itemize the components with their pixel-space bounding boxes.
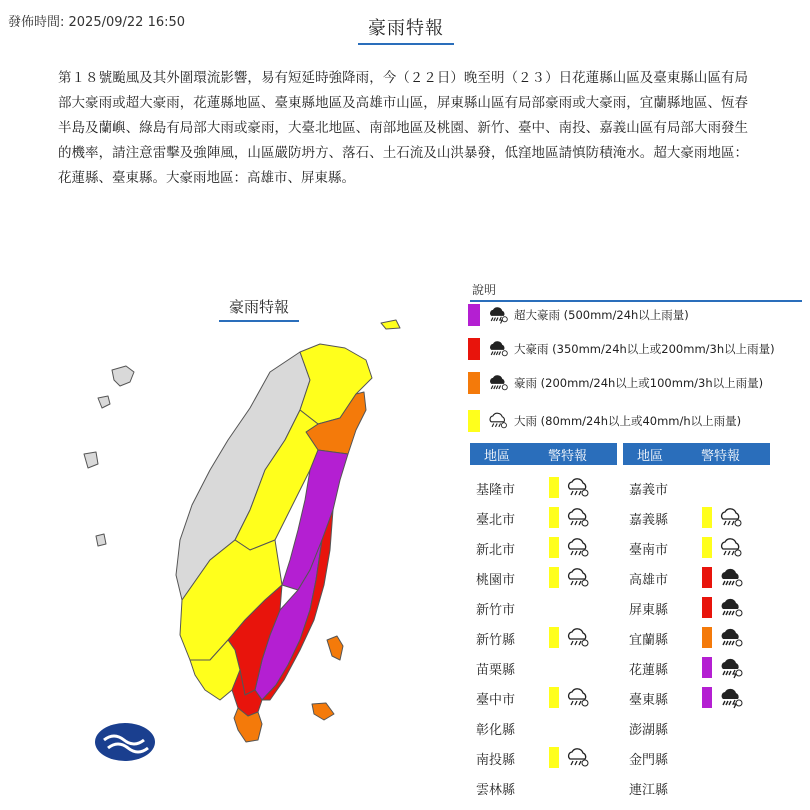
legend-label: 大雨 (80mm/24h以上或40mm/h以上雨量) — [514, 414, 742, 428]
region-name: 新北市 — [476, 543, 516, 558]
region-name: 宜蘭縣 — [629, 633, 669, 648]
legend-label: 大豪雨 (350mm/24h以上或200mm/3h以上雨量) — [514, 342, 775, 356]
table-row — [470, 594, 617, 624]
map-title: 豪雨特報 — [219, 296, 299, 322]
region-name: 嘉義市 — [629, 483, 669, 498]
orchid-island — [312, 703, 334, 720]
table-row — [623, 774, 770, 804]
green-island — [327, 636, 343, 660]
thunder-rain-cloud-icon — [486, 304, 510, 326]
region-name: 花蓮縣 — [629, 663, 669, 678]
region-name: 金門縣 — [629, 753, 669, 768]
rain-cloud-outline-icon — [565, 685, 591, 711]
warning-swatch — [549, 687, 559, 708]
cwa-logo — [94, 722, 156, 762]
legend-item — [468, 302, 689, 328]
heavy-rain-cloud-icon — [718, 625, 744, 651]
rain-cloud-outline-icon — [718, 535, 744, 561]
rain-cloud-outline-icon — [718, 505, 744, 531]
region-name: 臺南市 — [629, 543, 669, 558]
region-name: 苗栗縣 — [476, 663, 516, 678]
table-row — [470, 564, 617, 594]
table-row — [623, 684, 770, 714]
table-row — [623, 474, 770, 504]
issued-time: 發佈時間: 2025/09/22 16:50 — [8, 15, 186, 30]
table-row — [623, 594, 770, 624]
offshore-islet — [381, 320, 400, 329]
heavy-rain-cloud-icon — [718, 565, 744, 591]
region-name: 基隆市 — [476, 483, 516, 498]
region-name: 屏東縣 — [629, 603, 669, 618]
table-row — [623, 744, 770, 774]
warning-swatch — [549, 477, 559, 498]
warning-swatch — [549, 567, 559, 588]
warning-swatch — [702, 537, 712, 558]
warning-swatch — [549, 507, 559, 528]
rain-cloud-outline-icon — [565, 475, 591, 501]
legend-swatch — [468, 410, 480, 432]
penghu-island — [98, 396, 110, 408]
region-name: 嘉義縣 — [629, 513, 669, 528]
heavy-rain-cloud-icon — [718, 595, 744, 621]
table-row — [470, 654, 617, 684]
warning-swatch — [549, 747, 559, 768]
thunder-rain-cloud-icon — [718, 685, 744, 711]
header-warning: 警特報 — [701, 448, 741, 464]
region-name: 南投縣 — [476, 753, 516, 768]
header-region: 地區 — [637, 448, 664, 464]
warning-swatch — [549, 627, 559, 648]
legend-label: 豪雨 (200mm/24h以上或100mm/3h以上雨量) — [514, 376, 764, 390]
legend-label: 超大豪雨 (500mm/24h以上雨量) — [514, 308, 689, 322]
region-name: 臺東縣 — [629, 693, 669, 708]
legend-swatch — [468, 338, 480, 360]
rain-cloud-outline-icon — [565, 625, 591, 651]
warning-description: 第１８號颱風及其外圍環流影響，易有短延時強降雨，今（２２日）晚至明（２３）日花蓮縣山區及臺東縣山區有局部大豪雨或超大豪雨，花蓮縣地區、臺東縣地區及高雄市山區，屏東縣山區有局部豪雨或大豪雨，宜蘭縣地區、恆春半島及蘭嶼、綠島有局部大雨或豪雨，大臺北地區、南部地區及桃園、新竹、臺中、南投、嘉義山區有局部大雨發生的機率，請注意雷擊及強陣風，山區嚴防坍方、落石、土石流及山洪暴發，低窪地區請慎防積淹水。超大豪雨地區：花蓮縣、臺東縣。大豪雨地區：高雄市、屏東縣。 — [58, 70, 748, 186]
region-name: 臺中市 — [476, 693, 516, 708]
penghu-island — [84, 452, 98, 468]
legend-item — [468, 408, 741, 434]
region-name: 連江縣 — [629, 783, 669, 798]
table-row — [470, 504, 617, 534]
region-name: 桃園市 — [476, 573, 516, 588]
penghu-island — [96, 534, 106, 546]
table-row — [470, 774, 617, 804]
table-row — [470, 684, 617, 714]
rain-cloud-outline-icon — [486, 410, 510, 432]
region-name: 澎湖縣 — [629, 723, 669, 738]
header-warning: 警特報 — [548, 448, 588, 464]
legend-item — [468, 370, 763, 396]
table-row — [623, 564, 770, 594]
warning-swatch — [549, 537, 559, 558]
rain-cloud-outline-icon — [565, 535, 591, 561]
thunder-rain-cloud-icon — [718, 655, 744, 681]
penghu-island — [112, 366, 134, 386]
legend-heading: 說明 — [470, 281, 802, 302]
page-title: 豪雨特報 — [358, 14, 454, 45]
warning-swatch — [702, 507, 712, 528]
region-name: 新竹市 — [476, 603, 516, 618]
header-region: 地區 — [484, 448, 511, 464]
rain-cloud-outline-icon — [565, 565, 591, 591]
table-row — [623, 624, 770, 654]
heavy-rain-cloud-icon — [486, 372, 510, 394]
table-row — [470, 714, 617, 744]
table-row — [623, 534, 770, 564]
legend-swatch — [468, 372, 480, 394]
table-row — [470, 474, 617, 504]
region-name: 臺北市 — [476, 513, 516, 528]
heavy-rain-cloud-icon — [486, 338, 510, 360]
table-row — [470, 744, 617, 774]
table-row — [623, 654, 770, 684]
warning-swatch — [702, 567, 712, 588]
legend-swatch — [468, 304, 480, 326]
region-name: 高雄市 — [629, 573, 669, 588]
table-row — [470, 624, 617, 654]
region-name: 雲林縣 — [476, 783, 516, 798]
table-row — [623, 504, 770, 534]
rain-cloud-outline-icon — [565, 745, 591, 771]
table-row — [623, 714, 770, 744]
legend-item — [468, 336, 775, 362]
warning-swatch — [702, 627, 712, 648]
warning-swatch — [702, 597, 712, 618]
warning-swatch — [702, 687, 712, 708]
region-name: 彰化縣 — [476, 723, 516, 738]
table-row — [470, 534, 617, 564]
table-header-right — [623, 443, 770, 465]
table-header-left — [470, 443, 617, 465]
region-name: 新竹縣 — [476, 633, 516, 648]
rain-cloud-outline-icon — [565, 505, 591, 531]
warning-swatch — [702, 657, 712, 678]
